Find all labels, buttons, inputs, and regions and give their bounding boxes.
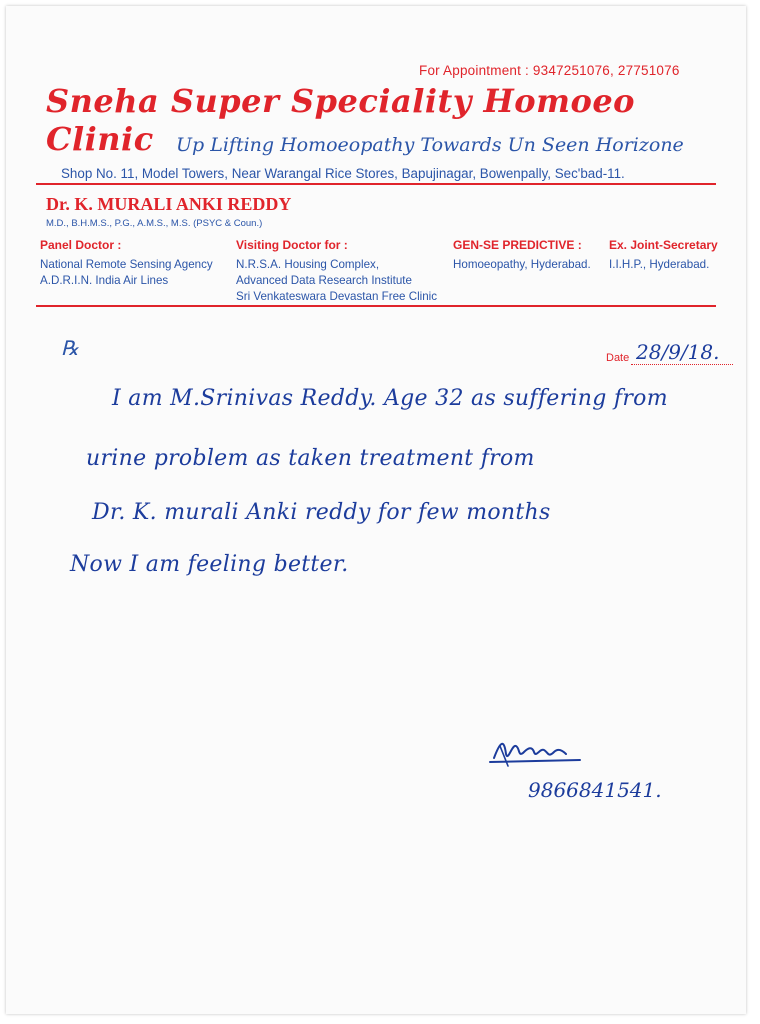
joint-secretary-heading: Ex. Joint-Secretary xyxy=(609,238,718,252)
visiting-doctor-line: Advanced Data Research Institute xyxy=(236,274,412,287)
joint-secretary-line: I.I.H.P., Hyderabad. xyxy=(609,258,710,271)
signature xyxy=(488,732,598,772)
panel-doctor-line: A.D.R.I.N. India Air Lines xyxy=(40,274,169,287)
date-label: Date xyxy=(606,352,630,364)
date-dotted-line xyxy=(631,364,733,365)
clinic-address: Shop No. 11, Model Towers, Near Warangal Rice Stores, Bapujinagar, Bowenpally, Sec'bad-11. xyxy=(61,166,625,181)
doctor-name: Dr. K. MURALI ANKI REDDY xyxy=(46,194,292,214)
header-divider-top xyxy=(36,183,716,185)
doctor-qualifications: M.D., B.H.M.S., P.G., A.M.S., M.S. (PSYC & Coun.) xyxy=(46,218,263,229)
date-value: 28/9/18. xyxy=(636,340,720,364)
visiting-doctor-line: Sri Venkateswara Devastan Free Clinic xyxy=(236,290,438,303)
panel-doctor-heading: Panel Doctor : xyxy=(40,238,122,252)
letterhead-page xyxy=(6,6,746,1014)
handwritten-line: Now I am feeling better. xyxy=(70,552,349,577)
header-divider-bottom xyxy=(36,305,716,307)
handwritten-line: urine problem as taken treatment from xyxy=(86,446,535,471)
handwritten-line: I am M.Srinivas Reddy. Age 32 as suffering from xyxy=(112,386,668,411)
appointment-numbers: For Appointment : 9347251076, 27751076 xyxy=(419,63,680,78)
visiting-doctor-heading: Visiting Doctor for : xyxy=(236,238,348,252)
clinic-name: Sneha Super Speciality Homoeo Clinic xyxy=(46,82,636,158)
handwritten-line: Dr. K. murali Anki reddy for few months xyxy=(92,500,551,525)
gen-se-line: Homoeopathy, Hyderabad. xyxy=(453,258,591,271)
rx-icon: ℞ xyxy=(61,336,79,360)
gen-se-heading: GEN-SE PREDICTIVE : xyxy=(453,238,582,252)
signatory-phone: 9866841541. xyxy=(528,778,662,802)
clinic-tagline: Up Lifting Homoeopathy Towards Un Seen Horizone xyxy=(176,134,684,156)
visiting-doctor-line: N.R.S.A. Housing Complex, xyxy=(236,258,380,271)
panel-doctor-line: National Remote Sensing Agency xyxy=(40,258,213,271)
